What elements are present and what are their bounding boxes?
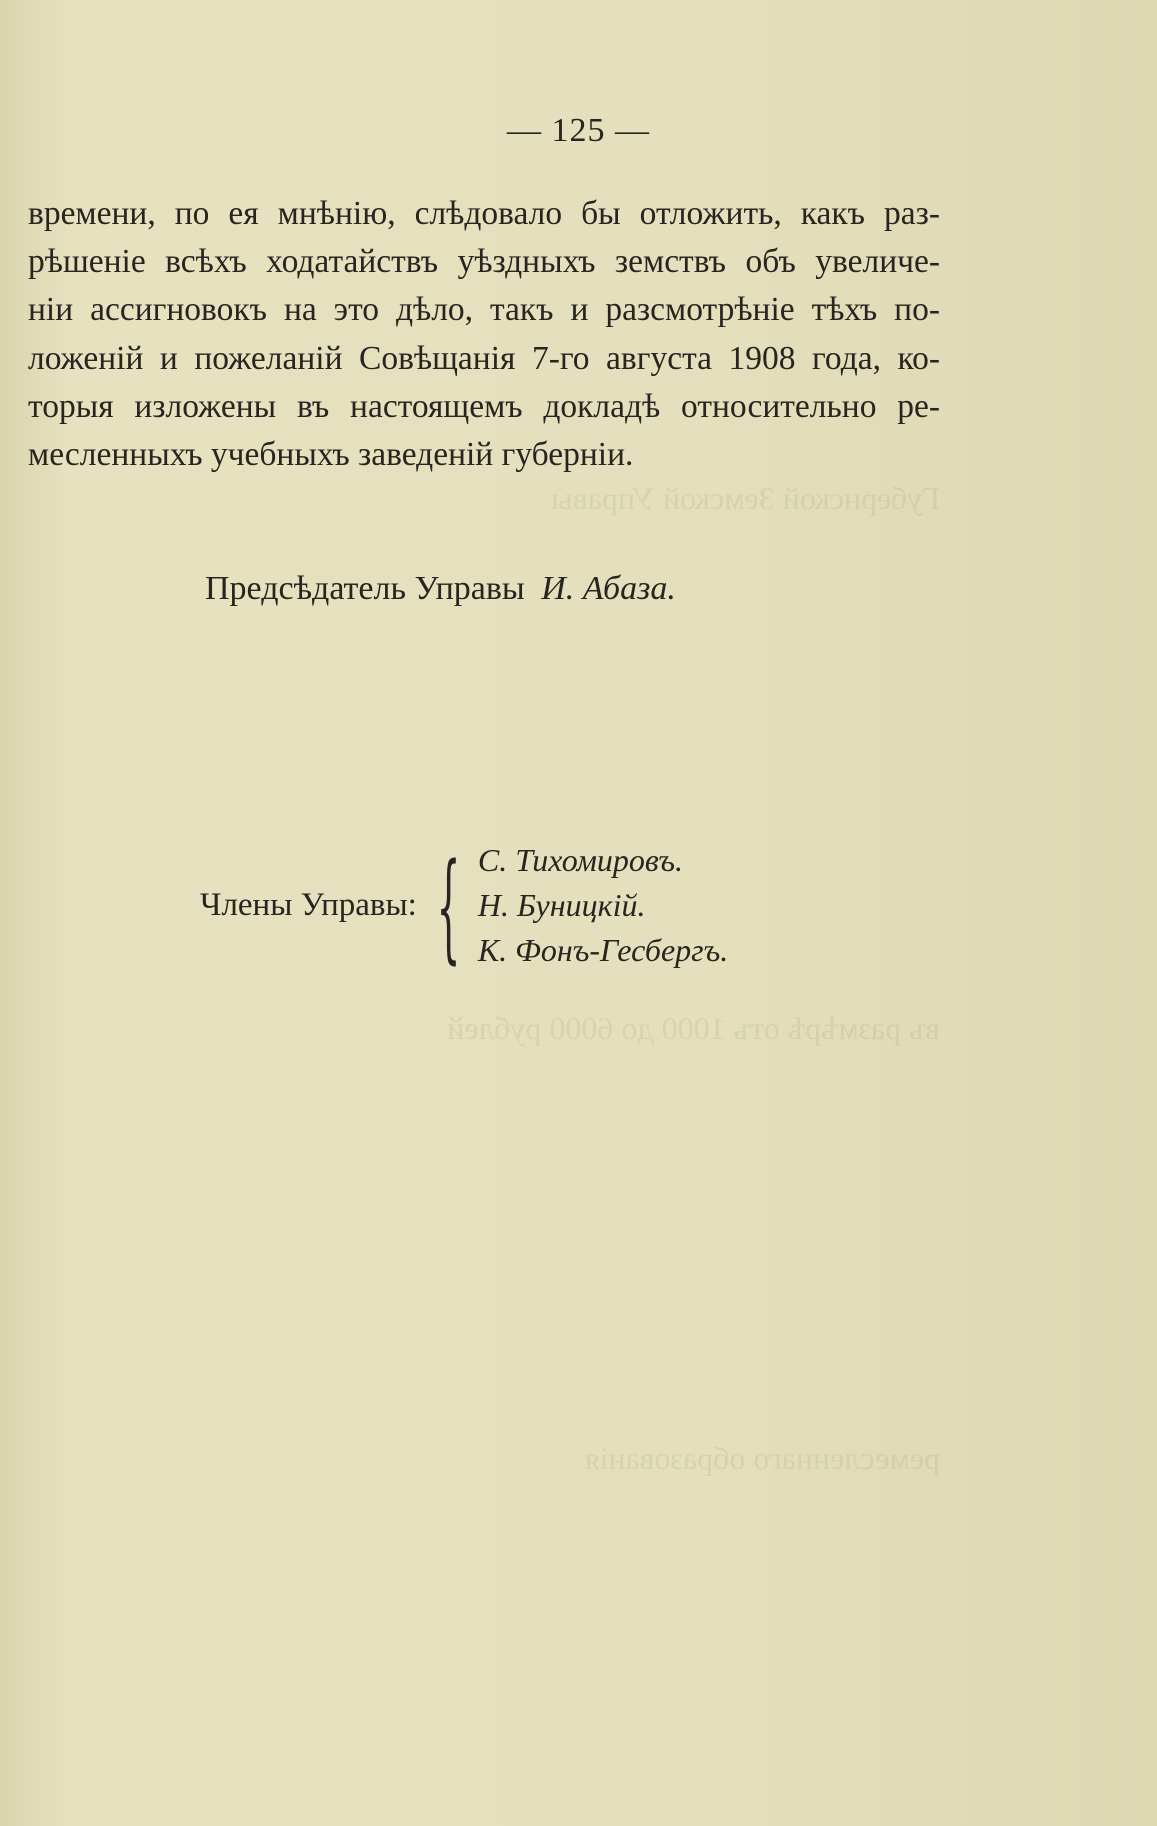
signature-name: И. Абаза. (541, 570, 676, 607)
show-through-text: ремесленнаго образованія (584, 1440, 940, 1476)
text-line: ложеній и пожеланій Совѣщанія 7-го августа 1908 года, ко- (28, 339, 940, 377)
member-name: К. Фонъ-Гесбергъ. (477, 932, 729, 968)
text-line: времени, по ея мнѣнію, слѣдовало бы отложить, какъ раз- (28, 195, 940, 232)
text-line: ніи ассигновокъ на это дѣло, такъ и разсмотрѣніе тѣхъ по- (28, 291, 940, 329)
members-label: Члены Управы: (200, 887, 417, 923)
members-list (478, 838, 728, 973)
body-paragraph (28, 190, 940, 479)
signature-title: Предсѣдатель Управы (205, 570, 525, 607)
member-name: Н. Буницкій. (477, 887, 646, 923)
brace-icon: { (436, 836, 461, 975)
member-name: С. Тихомировъ. (477, 842, 683, 878)
show-through-text: въ размѣрѣ отъ 1000 до 6000 рублей (447, 1010, 940, 1046)
text-line: торыя изложены въ настоящемъ докладѣ относительно ре- (28, 387, 940, 425)
chairman-signature (205, 570, 676, 608)
page-number: — 125 — (507, 112, 650, 149)
text-line: рѣшеніе всѣхъ ходатайствъ уѣздныхъ земствъ объ увеличе- (28, 243, 940, 281)
show-through-text: Губернской Земской Управы (551, 480, 940, 516)
text-line: месленныхъ учебныхъ заведеній губерніи. (28, 436, 634, 474)
board-members (200, 838, 728, 973)
